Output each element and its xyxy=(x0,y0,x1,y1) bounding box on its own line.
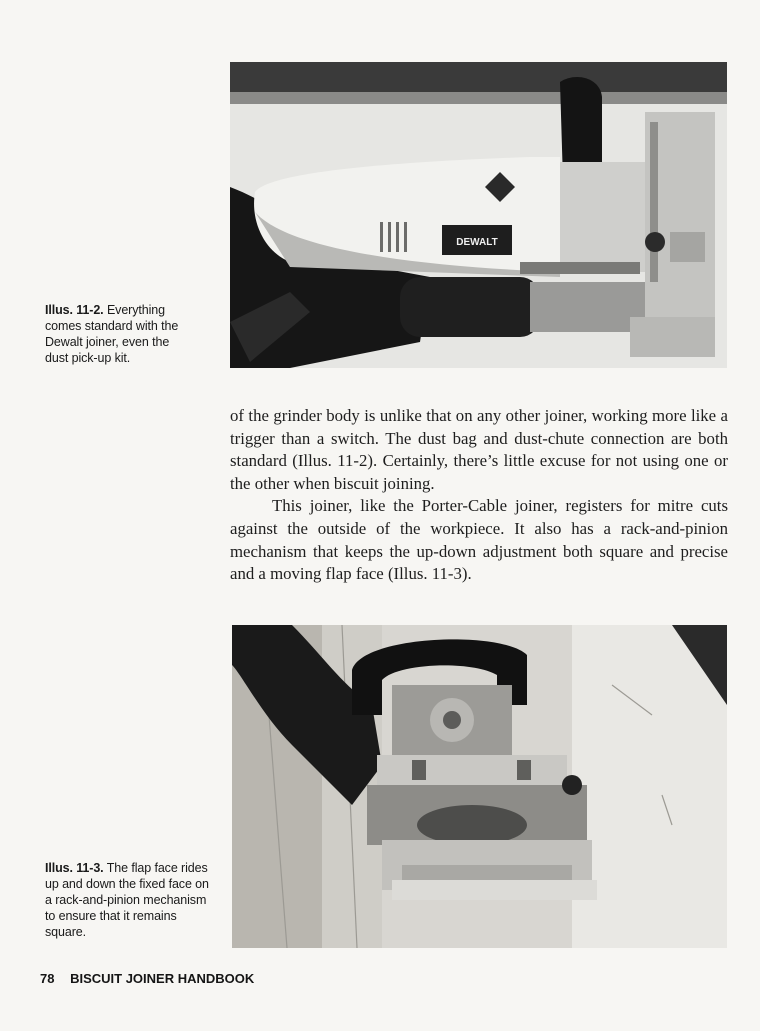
figure-caption-11-3 xyxy=(45,860,210,940)
body-paragraph: of the grinder body is unlike that on any other joiner, working more like a trigger than a switch. The dust bag and dust-chute connection are both standard (Illus. 11-2). Certainly, there’s little excuse for not using one or the other when biscuit joining. xyxy=(230,406,728,493)
running-title: BISCUIT JOINER HANDBOOK xyxy=(70,971,255,986)
figure-label-11-3: Illus. 11-3. xyxy=(45,861,104,875)
figure-label-11-2: Illus. 11-2. xyxy=(45,303,104,317)
body-text xyxy=(230,405,728,586)
figure-caption-text-11-3: The flap face rides up and down the fixed face on a rack-and-pinion mechanism to ensure that it remains square. xyxy=(45,861,209,939)
figure-caption-11-2 xyxy=(45,302,195,366)
photo-dewalt-joiner xyxy=(230,62,727,368)
dewalt-label-text: DEWALT xyxy=(456,237,498,248)
photo-flap-face xyxy=(232,625,727,948)
page-number: 78 xyxy=(40,971,55,986)
page-footer xyxy=(40,971,254,986)
body-paragraph: This joiner, like the Porter-Cable joiner, registers for mitre cuts against the outside of the workpiece. It also has a rack-and-pinion mechanism that keeps the up-down adjustment both square and precise and a moving flap face (Illus. 11-3). xyxy=(230,496,728,584)
figure-caption-text-11-2: Everything comes standard with the Dewalt joiner, even the dust pick-up kit. xyxy=(45,303,179,365)
